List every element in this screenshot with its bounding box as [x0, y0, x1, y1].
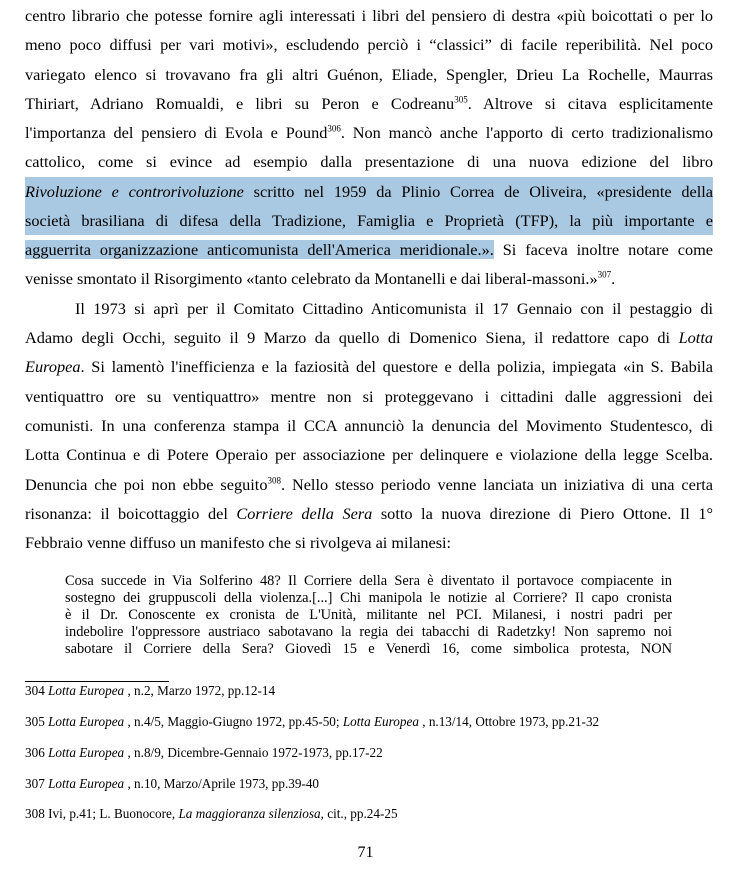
text: l'importanza del pensiero di Evola e Pound	[25, 123, 328, 142]
text: 304	[25, 683, 49, 698]
page-number: 71	[357, 844, 374, 861]
journal-title: Lotta Europea	[48, 714, 125, 729]
text: Cosa succede in Via Solferino 48? Il Corriere della Sera è diventato il portavoce compiacente in	[65, 573, 672, 589]
body-line	[25, 440, 713, 469]
newspaper-title: Corriere della Sera	[236, 504, 373, 523]
text: Thiriart, Adriano Romualdi, e libri su Peron e Codreanu	[25, 94, 455, 113]
text: . Si lamentò l'inefficienza e la faziosità del questore e della polizia, impiegata «in S. Babila	[80, 357, 713, 376]
text: . Altrove si citava esplicitamente	[467, 94, 713, 113]
text: risonanza: il boicottaggio del	[25, 504, 237, 523]
highlighted-line	[25, 206, 713, 235]
footnote-separator	[25, 681, 169, 682]
text: indebolire l'oppressore austriaco sabotavano la regia dei tabacchi di Radetzky! Non sapremo noi	[65, 624, 672, 640]
text: Lotta Continua e di Potere Operaio per associazione per delinquere e violazione della legge Scelba.	[25, 445, 713, 464]
book-title: La maggioranza silenziosa	[178, 806, 321, 821]
quote-line	[65, 607, 672, 624]
body-line	[25, 411, 713, 440]
text: Adamo degli Occhi, seguito il 9 Marzo da quello di Domenico Siena, il redattore capo di	[25, 328, 679, 347]
journal-title: Lotta Europea	[48, 745, 125, 760]
body-line	[25, 60, 713, 89]
text: sotto la nuova direzione di Piero Ottone. Il 1°	[372, 504, 713, 523]
journal-title: Lotta Europea	[48, 776, 125, 791]
body-line	[25, 1, 713, 30]
journal-title: Lotta Europea	[48, 683, 125, 698]
footnote-306	[25, 745, 383, 761]
text: .	[611, 269, 616, 288]
body-line	[25, 235, 713, 264]
journal-title: Lotta Europea	[342, 714, 419, 729]
highlighted-line	[25, 177, 713, 206]
body-line	[25, 147, 713, 176]
text: . Nello stesso periodo venne lanciata un iniziativa di una certa	[280, 475, 713, 494]
body-line	[25, 118, 713, 147]
body-line	[25, 352, 713, 381]
text: ventiquattro ore su ventiquattro» mentre non si proteggevano i cittadini dalle aggressioni dei	[25, 387, 713, 406]
text: Il 1973 si aprì per il Comitato Cittadino Anticomunista il 17 Gennaio con il pestaggio di	[75, 299, 713, 318]
text: , n.8/9, Dicembre-Gennaio 1972-1973, pp.17-22	[124, 745, 383, 760]
body-line	[25, 528, 713, 557]
text: , n.4/5, Maggio-Giugno 1972, pp.45-50;	[124, 714, 343, 729]
text: comunisti. In una conferenza stampa il CCA annunciò la denuncia del Movimento Studentesco, di	[25, 416, 713, 435]
quote-line	[65, 573, 672, 590]
text: 307	[25, 776, 49, 791]
text: venisse smontato il Risorgimento «tanto celebrato da Montanelli e dai liberal-massoni.»	[25, 269, 598, 288]
journal-title: Lotta	[678, 328, 713, 347]
body-line	[25, 382, 713, 411]
text: centro librario che potesse fornire agli interessati i libri del pensiero di destra «più boicottati o per lo	[25, 6, 713, 25]
text: scritto nel 1959 da Plinio Correa de Oliveira, «presidente della	[243, 182, 714, 201]
text: 305	[25, 714, 49, 729]
text: sostegno dei gruppuscoli della violenza.[...] Chi manipola le notizie al Corriere? Il capo cronista	[65, 590, 672, 606]
text: è il Dr. Conoscente ex cronista de L'Unità, militante nel PCI. Milanesi, i nostri padri per	[65, 607, 672, 623]
body-line	[25, 89, 713, 118]
text: , n.10, Marzo/Aprile 1973, pp.39-40	[124, 776, 320, 791]
text: meno poco diffusi per vari motivi», escludendo perciò i “classici” di facile reperibilità. Nel poco	[25, 35, 713, 54]
text: sabotare il Corriere della Sera? Giovedì 15 e Venerdì 16, come simbolica protesta, NON	[65, 641, 672, 657]
text: Febbraio venne diffuso un manifesto che si rivolgeva ai milanesi:	[25, 533, 452, 552]
body-line	[25, 264, 713, 293]
footnote-305	[25, 714, 599, 730]
body-line	[25, 499, 713, 528]
body-line	[25, 470, 713, 499]
body-line	[75, 294, 713, 323]
body-line	[25, 30, 713, 59]
text: Denuncia che poi non ebbe seguito	[25, 475, 268, 494]
footnote-ref: 305	[454, 94, 468, 105]
text: società brasiliana di difesa della Tradizione, Famiglia e Proprietà (TFP), la più importante e	[25, 211, 713, 230]
text: . Non mancò anche l'apporto di certo tradizionalismo	[340, 123, 713, 142]
text: variegato elenco si trovavano fra gli altri Guénon, Eliade, Spengler, Drieu La Rochelle, Maurras	[25, 65, 713, 84]
body-line	[25, 323, 713, 352]
text: cattolico, come si evince ad esempio dalla presentazione di una nuova edizione del libro	[25, 152, 713, 171]
footnote-307	[25, 776, 319, 792]
text: , cit., pp.24-25	[320, 806, 398, 821]
text: 308 Ivi, p.41; L. Buonocore,	[25, 806, 179, 821]
footnote-ref: 307	[597, 269, 612, 280]
text: 306	[25, 745, 49, 760]
footnote-ref: 308	[267, 475, 281, 486]
quote-line	[65, 624, 672, 641]
footnote-308	[25, 806, 398, 822]
footnote-ref: 306	[327, 123, 341, 134]
quote-line	[65, 590, 672, 607]
text: , n.2, Marzo 1972, pp.12-14	[124, 683, 276, 698]
quote-line	[65, 641, 672, 658]
text: , n.13/14, Ottobre 1973, pp.21-32	[418, 714, 600, 729]
journal-title: Europea	[25, 357, 81, 376]
highlighted-text: agguerrita organizzazione anticomunista dell'America meridionale.».	[25, 240, 494, 259]
book-title: Rivoluzione e controrivoluzione	[25, 182, 244, 201]
footnote-304	[25, 683, 275, 699]
text: Si faceva inoltre notare come	[493, 240, 713, 259]
